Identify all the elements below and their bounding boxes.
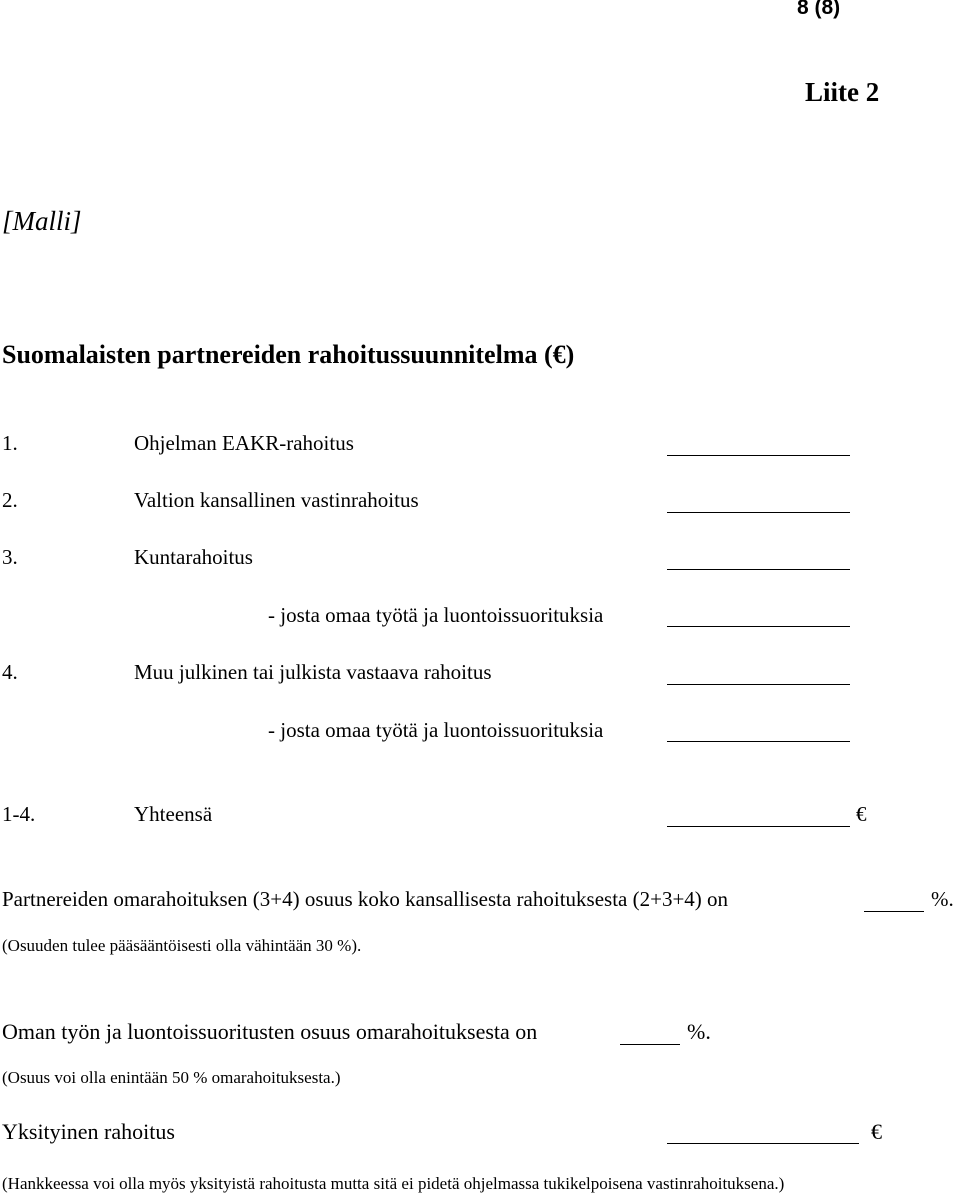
item-3-blank[interactable]: [667, 569, 850, 570]
item-3-number: 3.: [2, 545, 18, 569]
model-label: [Malli]: [2, 206, 82, 236]
share-text: Partnereiden omarahoituksen (3+4) osuus koko kansallisesta rahoituksesta (2+3+4) on: [2, 887, 729, 911]
private-currency: €: [871, 1119, 882, 1144]
item-2-blank[interactable]: [667, 512, 850, 513]
item-1-blank[interactable]: [667, 455, 850, 456]
private-blank[interactable]: [667, 1143, 859, 1144]
total-number: 1-4.: [2, 802, 36, 826]
item-4-label: Muu julkinen tai julkista vastaava rahoitus: [134, 660, 492, 684]
own-work-text: Oman työn ja luontoissuoritusten osuus omarahoituksesta on: [2, 1019, 538, 1044]
total-label: Yhteensä: [134, 802, 213, 826]
share-note: (Osuuden tulee pääsääntöisesti olla vähintään 30 %).: [2, 936, 362, 955]
item-4-sublabel: - josta omaa työtä ja luontoissuorituksia: [268, 718, 604, 742]
item-4-sub-blank[interactable]: [667, 741, 850, 742]
appendix-label: Liite 2: [805, 77, 880, 107]
own-work-note: (Osuus voi olla enintään 50 % omarahoituksesta.): [2, 1068, 341, 1087]
item-1-label: Ohjelman EAKR-rahoitus: [134, 431, 354, 455]
item-2-number: 2.: [2, 488, 18, 512]
total-currency: €: [856, 802, 867, 826]
page-number: 8 (8): [797, 0, 841, 19]
share-unit: %.: [931, 887, 954, 911]
item-1-number: 1.: [2, 431, 18, 455]
item-3-sublabel: - josta omaa työtä ja luontoissuorituksia: [268, 603, 604, 627]
item-3-sub-blank[interactable]: [667, 626, 850, 627]
page-title: Suomalaisten partnereiden rahoitussuunnitelma (€): [2, 340, 575, 369]
item-2-label: Valtion kansallinen vastinrahoitus: [134, 488, 419, 512]
own-work-unit: %.: [687, 1019, 711, 1044]
item-4-blank[interactable]: [667, 684, 850, 685]
own-work-blank[interactable]: [620, 1044, 680, 1045]
share-blank[interactable]: [864, 911, 924, 912]
private-note: (Hankkeessa voi olla myös yksityistä rahoitusta mutta sitä ei pidetä ohjelmassa tukikelpoisena vastinrahoituksena.): [2, 1174, 785, 1193]
item-3-label: Kuntarahoitus: [134, 545, 253, 569]
item-4-number: 4.: [2, 660, 18, 684]
private-label: Yksityinen rahoitus: [2, 1119, 175, 1144]
total-blank[interactable]: [667, 826, 850, 827]
